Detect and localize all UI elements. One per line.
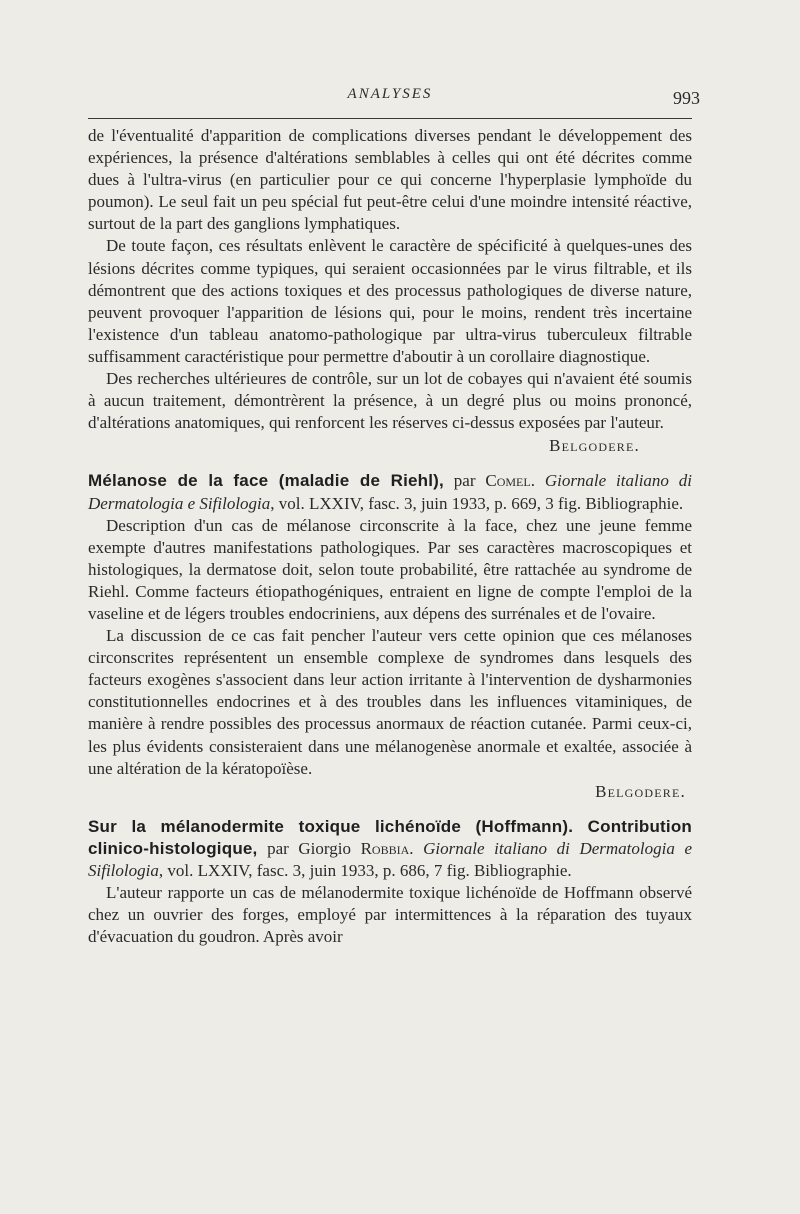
entry-author: Comel: [485, 471, 531, 491]
review-entry-heading: [88, 470, 692, 514]
paragraph: de l'éventualité d'apparition de complications diverses pendant le développement des expériences, la présence d'altérations semblables à celles qui ont été décrites comme dues à l'ultra-virus (en particulier pour ce qui concerne l'hyperplasie lymphoïde du poumon). Le seul fait un peu spécial fut peut-être celui d'une moindre intensité réactive, surtout de la part des ganglions lymphatiques.: [88, 126, 692, 234]
entry-par: par: [443, 471, 486, 491]
review-entry-heading: [88, 816, 692, 882]
entry-author: Robbia: [360, 838, 410, 858]
paragraph: Description d'un cas de mélanose circonscrite à la face, chez une jeune femme exempte d'autres manifestations pathologiques. Par ses caractères macroscopiques et histologiques, la dermatose doit, selon toute probabilité, être rattachée au syndrome de Riehl. Comme facteurs étiopathogéniques, entraient en ligne de compte l'emploi de la vaseline et de légers troubles endocriniens, aux dépens des surrénales et de l'ovaire.: [88, 515, 692, 623]
entry-par: par Giorgio: [257, 838, 361, 858]
running-title: ANALYSES: [347, 86, 433, 102]
reviewer-signature: Belgodere.: [595, 781, 686, 801]
entry-details: , vol. LXXIV, fasc. 3, juin 1933, p. 669, 3 fig. Bibliographie.: [270, 493, 684, 513]
entry-title: Mélanose de la face (maladie de Riehl),: [88, 471, 444, 491]
reviewer-signature: Belgodere.: [549, 436, 640, 456]
entry-separator: .: [530, 471, 545, 491]
paragraph: Des recherches ultérieures de contrôle, sur un lot de cobayes qui n'avaient été soumis à aucun traitement, démontrèrent la présence, à un degré plus ou moins prononcé, d'altérations anatomiques, qui renforcent les réserves ci-dessus exposées par l'auteur.: [88, 369, 692, 433]
entry-title: Sur la mélanodermite toxique lichénoïde (Hoffmann). Contribution clinico-histologique,: [88, 816, 692, 858]
paragraph: La discussion de ce cas fait pencher l'auteur vers cette opinion que ces mélanoses circonscrites représentent un ensemble complexe de syndromes dans lesquels des facteurs exogènes s'associent dans leur action irritante à l'intervention de dysharmonies constitutionnelles endocrines et à des troubles dans les influences vitaminiques, de manière à rendre possibles des processus anormaux de réaction cutanée. Parmi ceux-ci, les plus évidents consisteraient dans une mélanogenèse anormale et exaltée, associée à une altération de la kératopoïèse.: [88, 626, 692, 778]
entry-journal: Giornale italiano di Dermatologia e Sifilologia: [88, 838, 692, 880]
header-rule: [88, 118, 692, 119]
paragraph: L'auteur rapporte un cas de mélanodermite toxique lichénoïde de Hoffmann observé chez un ouvrier des forges, employé par intermittences à la réparation des tuyaux d'évacuation du goudron. Après avoir: [88, 883, 692, 947]
running-head: [88, 86, 700, 116]
entry-journal: Giornale italiano di Dermatologia e Sifilologia: [88, 471, 692, 513]
entry-separator: .: [409, 838, 424, 858]
article-body: [88, 125, 692, 948]
page-number: 993: [673, 88, 700, 108]
paragraph: De toute façon, ces résultats enlèvent le caractère de spécificité à quelques-unes des lésions décrites comme typiques, qui seraient occasionnées par le virus filtrable, et ils démontrent que des actions toxiques et des processus pathologiques de diverse nature, peuvent provoquer l'apparition de lésions qui, pour le moins, rendent très incertaine l'existence d'un tableau anatomo-pathologique par ultra-virus tuberculeux filtrable suffisamment caractéristique pour permettre d'aboutir à un corollaire diagnostique.: [88, 236, 692, 366]
entry-details: , vol. LXXIV, fasc. 3, juin 1933, p. 686, 7 fig. Bibliographie.: [158, 861, 572, 880]
